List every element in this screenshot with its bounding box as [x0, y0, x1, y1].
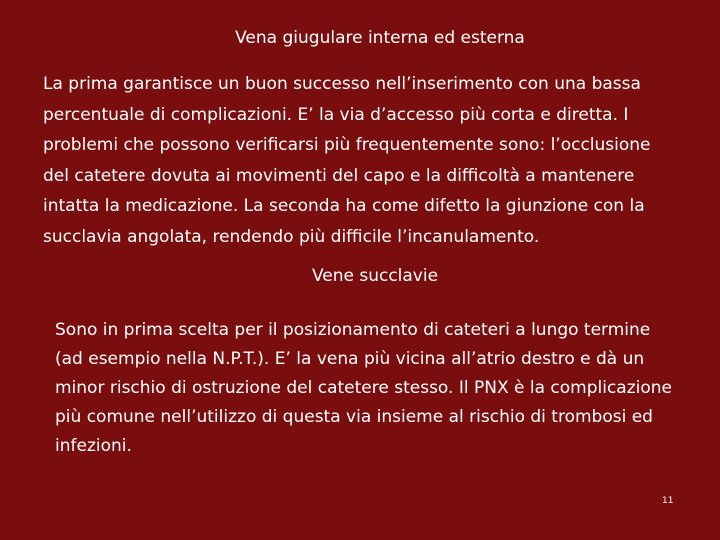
paragraph-line: più comune nell’utilizzo di questa via insieme al rischio di trombosi ed: [55, 407, 653, 427]
paragraph-succlavie: [55, 316, 705, 461]
page-number: 11: [662, 496, 674, 506]
paragraph-line: percentuale di complicazioni. E’ la via d’accesso più corta e diretta. I: [43, 104, 629, 125]
paragraph-line: intatta la medicazione. La seconda ha come difetto la giunzione con la: [43, 196, 645, 216]
paragraph-line: La prima garantisce un buon successo nell’inserimento con una bassa: [43, 74, 641, 94]
paragraph-line: minor rischio di ostruzione del catetere stesso. Il PNX è la complicazione: [55, 378, 672, 398]
paragraph-line: problemi che possono verificarsi più frequentemente sono: l’occlusione: [43, 135, 651, 155]
paragraph-line: Sono in prima scelta per il posizionamento di cateteri a lungo termine: [55, 320, 651, 340]
paragraph-line: (ad esempio nella N.P.T.). E’ la vena più vicina all’atrio destro e dà un: [55, 349, 645, 369]
paragraph-line: del catetere dovuta ai movimenti del capo e la difficoltà a mantenere: [43, 165, 635, 186]
paragraph-line: infezioni.: [55, 436, 132, 456]
section-heading-succlavie: Vene succlavie: [311, 266, 439, 286]
section-heading-giugulare: Vena giugulare interna ed esterna: [235, 28, 525, 48]
paragraph-giugulare: [43, 69, 683, 252]
paragraph-line: succlavia angolata, rendendo più difficile l’incanulamento.: [43, 226, 540, 247]
